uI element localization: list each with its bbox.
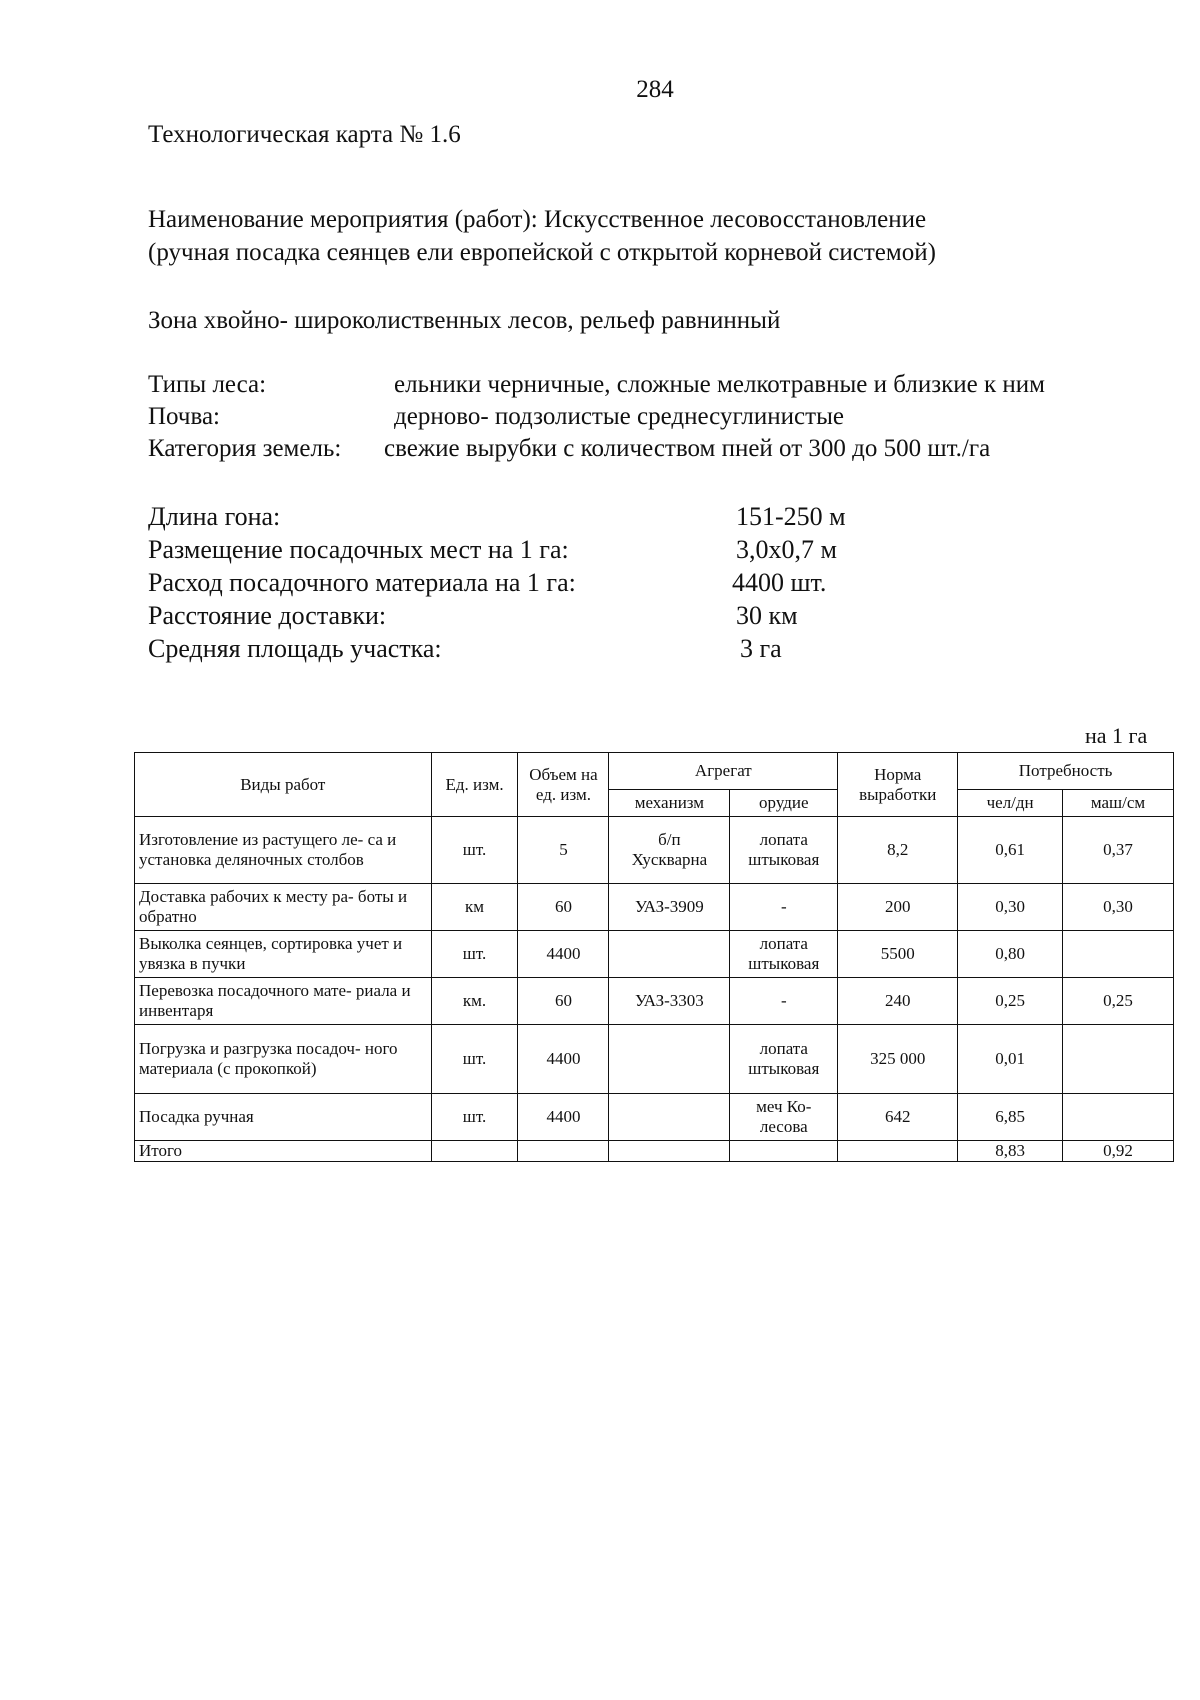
cell-norm: 642 xyxy=(838,1094,958,1141)
total-empty-cell xyxy=(730,1141,838,1162)
total-empty-cell xyxy=(431,1141,518,1162)
cell-volume: 4400 xyxy=(518,931,609,978)
cell-man-days: 0,80 xyxy=(958,931,1063,978)
cell-volume: 4400 xyxy=(518,1025,609,1094)
param-row xyxy=(148,599,846,632)
param-label: Расстояние доставки: xyxy=(148,601,387,630)
param-label: Расход посадочного материала на 1 га: xyxy=(148,568,576,597)
card-title: Технологическая карта № 1.6 xyxy=(148,121,461,148)
forest-label: Категория земель: xyxy=(148,435,342,462)
cell-tool: лопата штыковая xyxy=(730,1025,838,1094)
param-value: 4400 шт. xyxy=(732,568,827,597)
work-name-block xyxy=(148,203,936,269)
forest-row xyxy=(148,401,1045,433)
unit-note: на 1 га xyxy=(1085,723,1148,748)
cell-work-name: Погрузка и разгрузка посадоч- ного материала (с прокопкой) xyxy=(135,1025,432,1094)
cell-unit: шт. xyxy=(431,931,518,978)
cell-mechanism xyxy=(609,1025,730,1094)
cell-mechanism: УАЗ-3303 xyxy=(609,978,730,1025)
cell-machine-shifts xyxy=(1063,1094,1174,1141)
param-label: Длина гона: xyxy=(148,502,281,531)
table-row xyxy=(135,884,1174,931)
total-man-days: 8,83 xyxy=(958,1141,1063,1162)
cell-norm: 200 xyxy=(838,884,958,931)
header-man-days: чел/дн xyxy=(958,790,1063,817)
cell-tool: - xyxy=(730,978,838,1025)
work-table xyxy=(134,752,1174,1162)
param-row xyxy=(148,566,846,599)
header-unit: Ед. изм. xyxy=(431,753,518,817)
header-need: Потребность xyxy=(958,753,1174,790)
cell-work-name: Доставка рабочих к месту ра- боты и обратно xyxy=(135,884,432,931)
header-aggregate: Агрегат xyxy=(609,753,838,790)
cell-tool: меч Ко- лесова xyxy=(730,1094,838,1141)
cell-mechanism: УАЗ-3909 xyxy=(609,884,730,931)
total-empty-cell xyxy=(609,1141,730,1162)
zone-text: Зона хвойно- широколиственных лесов, рельеф равнинный xyxy=(148,307,781,334)
header-machine-shifts: маш/см xyxy=(1063,790,1174,817)
cell-norm: 8,2 xyxy=(838,817,958,884)
header-norm: Норма выработки xyxy=(838,753,958,817)
parameters-block xyxy=(148,500,846,665)
header-mechanism: механизм xyxy=(609,790,730,817)
table-row xyxy=(135,1025,1174,1094)
param-row xyxy=(148,500,846,533)
cell-unit: шт. xyxy=(431,817,518,884)
param-value: 151-250 м xyxy=(736,502,846,531)
cell-man-days: 0,30 xyxy=(958,884,1063,931)
forest-label: Типы леса: xyxy=(148,371,267,398)
cell-tool: лопата штыковая xyxy=(730,931,838,978)
total-label: Итого xyxy=(135,1141,432,1162)
forest-conditions xyxy=(148,369,1045,465)
cell-machine-shifts: 0,37 xyxy=(1063,817,1174,884)
forest-label: Почва: xyxy=(148,403,220,430)
total-empty-cell xyxy=(518,1141,609,1162)
header-tool: орудие xyxy=(730,790,838,817)
table-body xyxy=(135,817,1174,1162)
cell-norm: 325 000 xyxy=(838,1025,958,1094)
total-machine-shifts: 0,92 xyxy=(1063,1141,1174,1162)
total-empty-cell xyxy=(838,1141,958,1162)
table-row xyxy=(135,931,1174,978)
cell-unit: шт. xyxy=(431,1094,518,1141)
cell-volume: 60 xyxy=(518,978,609,1025)
header-work-types: Виды работ xyxy=(135,753,432,817)
cell-man-days: 0,01 xyxy=(958,1025,1063,1094)
forest-row xyxy=(148,369,1045,401)
forest-value: ельники черничные, сложные мелкотравные и близкие к ним xyxy=(394,371,1045,398)
param-row xyxy=(148,632,846,665)
cell-norm: 5500 xyxy=(838,931,958,978)
work-name-line-1: Наименование мероприятия (работ): Искусственное лесовосстановление xyxy=(148,206,927,233)
cell-machine-shifts: 0,25 xyxy=(1063,978,1174,1025)
cell-work-name: Посадка ручная xyxy=(135,1094,432,1141)
page-number: 284 xyxy=(636,76,674,103)
cell-mechanism xyxy=(609,931,730,978)
param-value: 30 км xyxy=(736,601,798,630)
param-value: 3 га xyxy=(740,634,782,663)
cell-machine-shifts xyxy=(1063,931,1174,978)
work-name-line-2: (ручная посадка сеянцев ели европейской с открытой корневой системой) xyxy=(148,239,936,266)
cell-volume: 60 xyxy=(518,884,609,931)
table-row xyxy=(135,1094,1174,1141)
param-value: 3,0х0,7 м xyxy=(736,535,837,564)
cell-norm: 240 xyxy=(838,978,958,1025)
forest-value: дерново- подзолистые среднесуглинистые xyxy=(394,403,844,430)
cell-machine-shifts: 0,30 xyxy=(1063,884,1174,931)
cell-unit: шт. xyxy=(431,1025,518,1094)
table-row xyxy=(135,817,1174,884)
cell-work-name: Выколка сеянцев, сортировка учет и увязка в пучки xyxy=(135,931,432,978)
cell-mechanism xyxy=(609,1094,730,1141)
cell-unit: км. xyxy=(431,978,518,1025)
cell-work-name: Изготовление из растущего ле- са и установка деляночных столбов xyxy=(135,817,432,884)
cell-machine-shifts xyxy=(1063,1025,1174,1094)
header-volume: Объем на ед. изм. xyxy=(518,753,609,817)
param-row xyxy=(148,533,846,566)
cell-work-name: Перевозка посадочного мате- риала и инвентаря xyxy=(135,978,432,1025)
forest-row xyxy=(148,433,1045,465)
table-row xyxy=(135,978,1174,1025)
cell-volume: 4400 xyxy=(518,1094,609,1141)
cell-mechanism: б/п Хускварна xyxy=(609,817,730,884)
table-header xyxy=(135,753,1174,817)
cell-man-days: 0,25 xyxy=(958,978,1063,1025)
cell-tool: лопата штыковая xyxy=(730,817,838,884)
cell-tool: - xyxy=(730,884,838,931)
cell-unit: км xyxy=(431,884,518,931)
cell-man-days: 6,85 xyxy=(958,1094,1063,1141)
cell-man-days: 0,61 xyxy=(958,817,1063,884)
param-label: Размещение посадочных мест на 1 га: xyxy=(148,535,569,564)
forest-value: свежие вырубки с количеством пней от 300 до 500 шт./га xyxy=(384,435,991,462)
param-label: Средняя площадь участка: xyxy=(148,634,442,663)
total-row xyxy=(135,1141,1174,1162)
cell-volume: 5 xyxy=(518,817,609,884)
